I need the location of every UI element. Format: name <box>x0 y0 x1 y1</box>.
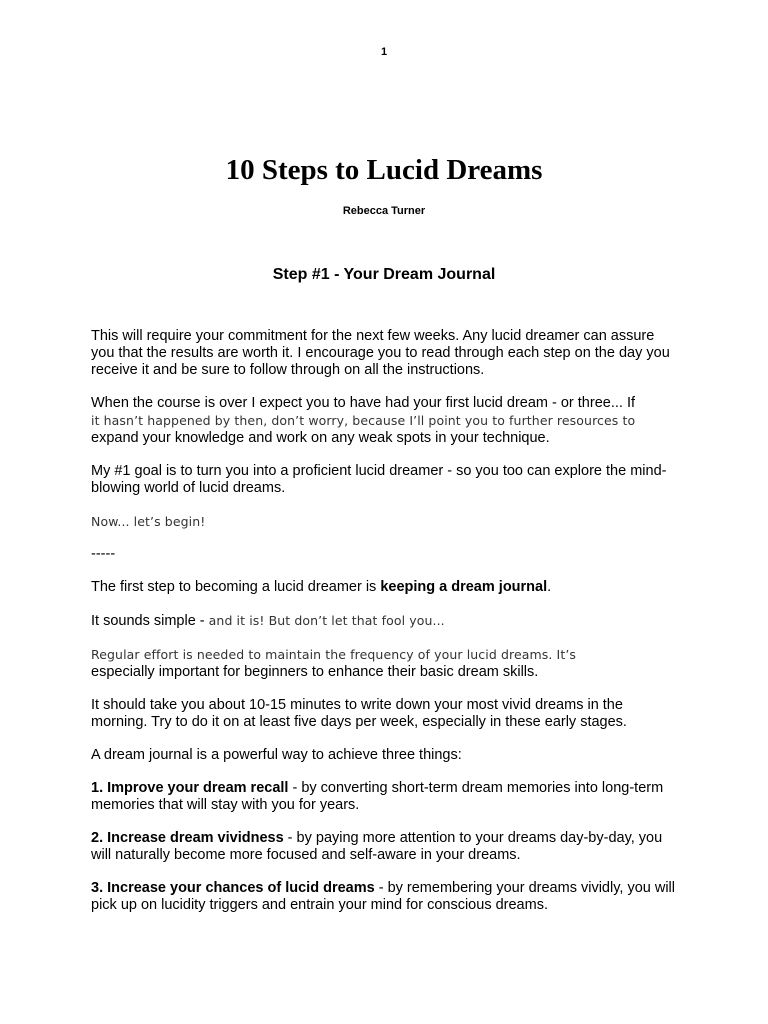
list-item-lucid-chances-text: - by remembering your dreams vividly, you will pick up on lucidity triggers and entrain your mind for conscious dreams. <box>91 880 675 913</box>
paragraph-first-step <box>91 579 681 596</box>
list-item-recall-title: 1. Improve your dream recall <box>91 780 289 796</box>
paragraph-course-end-line3: expand your knowledge and work on any weak spots in your technique. <box>91 430 550 446</box>
list-item-vividness <box>91 830 681 864</box>
page-number: 1 <box>380 46 388 58</box>
paragraph-course-end-line2: it hasn’t happened by then, don’t worry, because I’ll point you to further resources to <box>91 413 636 428</box>
paragraph-sounds-simple-text: It sounds simple - <box>91 613 209 629</box>
paragraph-first-step-bold: keeping a dream journal <box>380 579 548 595</box>
paragraph-regular-effort <box>91 646 681 681</box>
paragraph-sounds-simple <box>91 612 681 630</box>
paragraph-first-step-end: . <box>547 579 552 595</box>
list-item-recall-text: - by converting short-term dream memories into long-term memories that will stay with you for years. <box>91 780 664 813</box>
list-item-recall <box>91 780 681 814</box>
paragraph-regular-effort-line1: Regular effort is needed to maintain the frequency of your lucid dreams. It’s <box>91 647 577 662</box>
list-item-lucid-chances <box>91 880 681 914</box>
separator-dashes: ----- <box>91 546 116 562</box>
paragraph-course-end-line1: When the course is over I expect you to have had your first lucid dream - or three... If <box>91 395 636 411</box>
paragraph-three-things: A dream journal is a powerful way to achieve three things: <box>91 747 462 763</box>
author-name: Rebecca Turner <box>342 205 426 217</box>
body-text <box>91 328 681 930</box>
paragraph-sounds-simple-light: and it is! But don’t let that fool you... <box>208 613 445 628</box>
paragraph-first-step-text: The first step to becoming a lucid dreamer is <box>91 579 381 595</box>
paragraph-course-end <box>91 395 681 447</box>
document-title: 10 Steps to Lucid Dreams <box>225 154 543 186</box>
list-item-lucid-chances-title: 3. Increase your chances of lucid dreams <box>91 880 375 896</box>
paragraph-begin: Now... let’s begin! <box>91 514 206 529</box>
list-item-vividness-text: - by paying more attention to your dreams day-by-day, you will naturally become more focused and self-aware in your dreams. <box>91 830 663 863</box>
paragraph-goal: My #1 goal is to turn you into a proficient lucid dreamer - so you too can explore the mind-blowing world of lucid dreams. <box>91 463 667 496</box>
step-heading: Step #1 - Your Dream Journal <box>272 266 496 283</box>
paragraph-regular-effort-line2: especially important for beginners to enhance their basic dream skills. <box>91 664 539 680</box>
list-item-vividness-title: 2. Increase dream vividness <box>91 830 284 846</box>
paragraph-time: It should take you about 10-15 minutes to write down your most vivid dreams in the morning. Try to do it on at least five days per week, especially in these early stages. <box>91 697 627 730</box>
paragraph-commitment: This will require your commitment for the next few weeks. Any lucid dreamer can assure you that the results are worth it. I encourage you to read through each step on the day you receive it and be sure to follow through on all the instructions. <box>91 328 670 378</box>
